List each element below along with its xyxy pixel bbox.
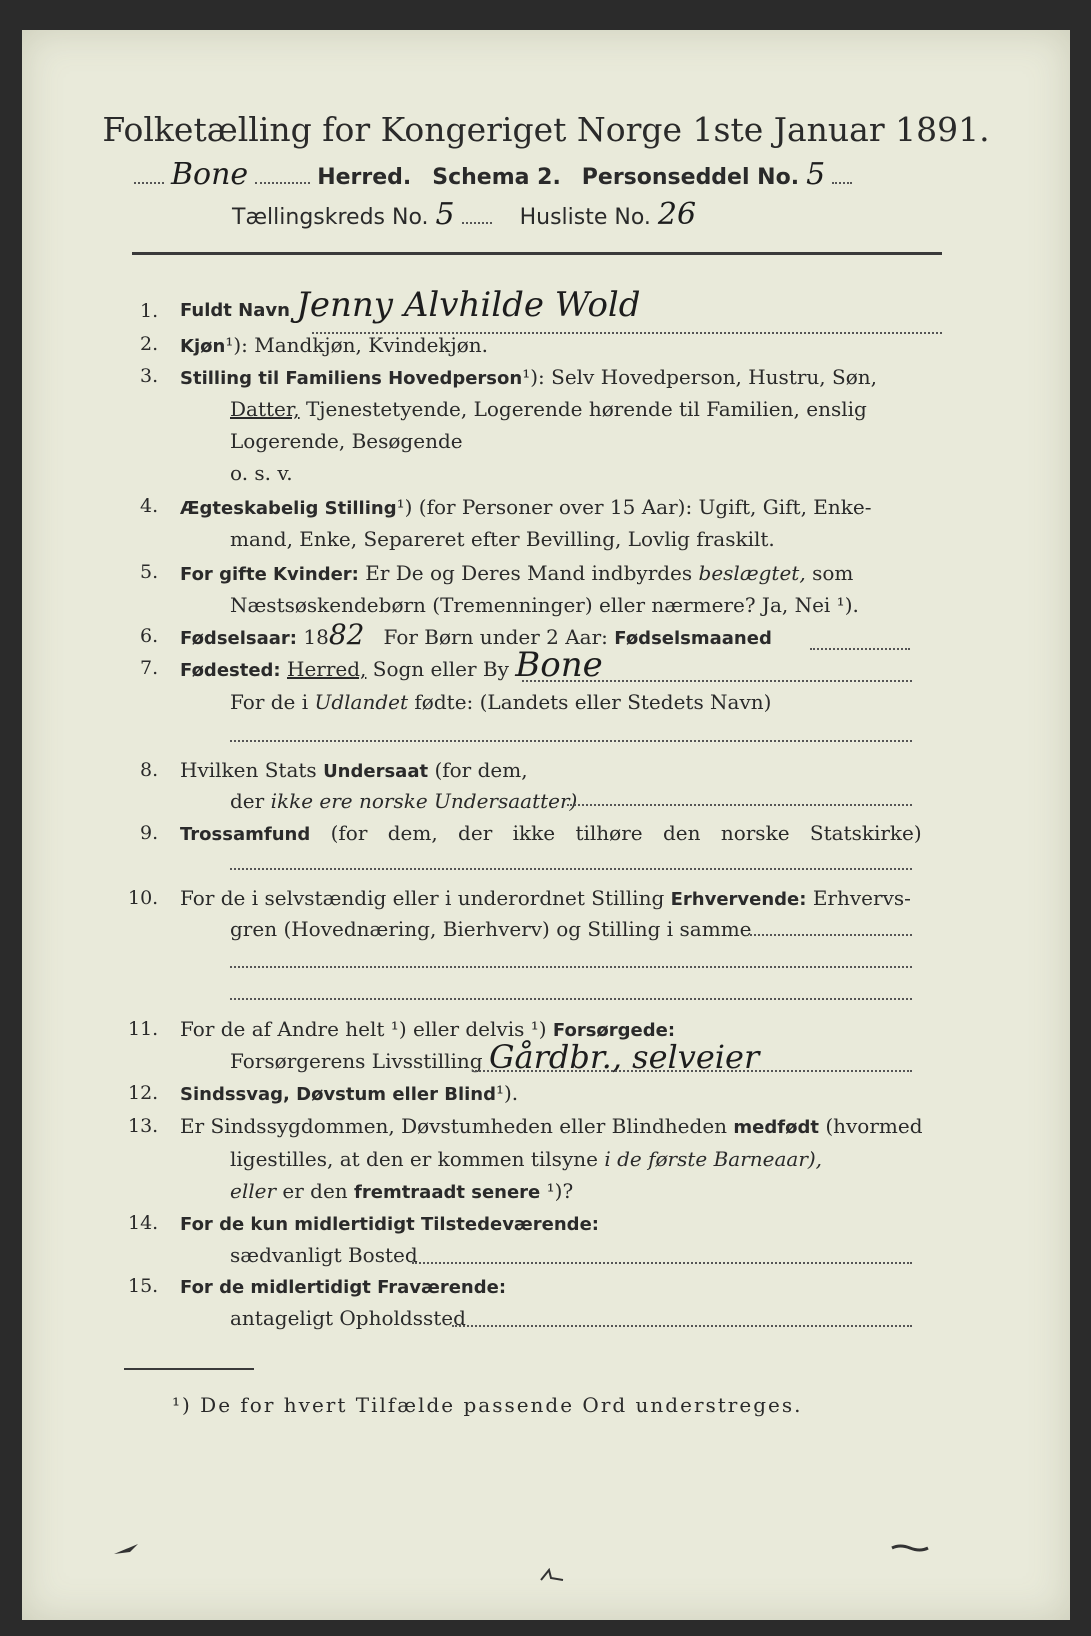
footnote: ¹) De for hvert Tilfælde passende Ord understreges.	[172, 1393, 803, 1417]
q2-row	[180, 332, 488, 360]
q13-text-3a: eller	[230, 1179, 277, 1203]
q10-row-1	[180, 885, 911, 913]
q11-text-2: Forsørgerens Livsstilling	[230, 1049, 483, 1073]
husliste-handwritten: 26	[657, 197, 697, 232]
q11-fill-line	[472, 1070, 912, 1072]
q3-text-2: Tjenestetyende, Logerende hørende til Familien, enslig	[305, 397, 867, 421]
q13-label: medfødt	[733, 1117, 819, 1138]
q9-label: Trossamfund	[180, 824, 311, 845]
q4-row-1	[180, 494, 872, 522]
q14-number: 14.	[128, 1212, 159, 1234]
q8-text-2a: der	[230, 789, 265, 813]
q1-row	[180, 285, 641, 325]
q14-text: sædvanligt Bosted	[230, 1243, 418, 1267]
q4-label: Ægteskabelig Stilling	[180, 498, 397, 519]
q3-number: 3.	[140, 365, 159, 387]
q15-text: antageligt Opholdssted	[230, 1306, 466, 1330]
q13-text-1a: Er Sindssygdommen, Døvstumheden eller Blindheden	[180, 1114, 728, 1138]
herred-label: Herred.	[317, 165, 412, 190]
q5-text-1c: som	[812, 561, 854, 585]
q7-text-2c: fødte: (Landets eller Stedets Navn)	[414, 690, 772, 714]
q5-text-1a: Er De og Deres Mand indbyrdes	[365, 561, 693, 585]
q5-number: 5.	[140, 561, 159, 583]
form-title: Folketælling for Kongeriget Norge 1ste Januar 1891.	[102, 110, 990, 149]
header-divider	[132, 252, 942, 255]
q12-row	[180, 1080, 518, 1108]
q12-text: ¹).	[495, 1081, 519, 1105]
q7-fill-line	[522, 680, 912, 682]
q13-text-1b: (hvormed	[825, 1114, 923, 1138]
q8-number: 8.	[140, 759, 159, 781]
personseddel-handwritten: 5	[806, 157, 826, 192]
q7-herred-underlined: Herred,	[287, 657, 367, 681]
q7-row-2	[230, 689, 771, 715]
q7-fill-line-2	[230, 740, 912, 742]
q15-number: 15.	[128, 1275, 159, 1297]
husliste-label: Husliste No.	[519, 205, 651, 230]
q10-fill-line-1	[750, 934, 912, 936]
q3-row-1	[180, 364, 877, 392]
kreds-line	[232, 197, 697, 232]
herred-handwritten: Bone	[171, 157, 249, 192]
corner-mark-right	[890, 1542, 930, 1554]
q6-label-2: Fødselsmaaned	[614, 628, 772, 649]
corner-mark-center	[537, 1568, 567, 1582]
q10-text-1b: Erhvervs-	[812, 886, 911, 910]
q8-label: Undersaat	[323, 761, 429, 782]
q8-text-1b: (for dem,	[434, 758, 528, 782]
q13-row-2	[230, 1146, 822, 1172]
q12-label: Sindssvag, Døvstum eller Blind	[180, 1084, 496, 1105]
q7-number: 7.	[140, 657, 159, 679]
q11-text-1: For de af Andre helt ¹) eller delvis ¹)	[180, 1017, 547, 1041]
q7-text-2b: Udlandet	[314, 690, 409, 714]
q4-text-1: ¹) (for Personer over 15 Aar): Ugift, Gift, Enke-	[396, 495, 872, 519]
q2-number: 2.	[140, 333, 159, 355]
q10-text-1a: For de i selvstændig eller i underordnet Stilling	[180, 886, 665, 910]
q4-text-2: mand, Enke, Separeret efter Bevilling, Lovlig fraskilt.	[230, 527, 775, 551]
q5-text-2: Næstsøskendebørn (Tremenninger) eller nærmere? Ja, Nei ¹).	[230, 593, 859, 617]
q11-number: 11.	[128, 1018, 159, 1040]
q7-label: Fødested:	[180, 660, 281, 681]
q12-number: 12.	[128, 1082, 159, 1104]
q13-text-2b: i de første Barneaar),	[604, 1147, 823, 1171]
q10-number: 10.	[128, 887, 159, 909]
q3-label: Stilling til Familiens Hovedperson	[180, 368, 523, 389]
q14-label: For de kun midlertidigt Tilstedeværende:	[180, 1214, 599, 1235]
q8-text-2b: ikke ere norske Undersaatter)	[270, 789, 578, 813]
q9-text: (for dem, der ikke tilhøre den norske Statskirke)	[330, 821, 922, 845]
q10-fill-line-2	[230, 966, 912, 968]
kreds-label: Tællingskreds No.	[232, 205, 429, 230]
q5-text-1b: beslægtet,	[698, 561, 806, 585]
q6-handwritten-year: 82	[328, 618, 365, 651]
herred-line	[134, 157, 852, 192]
q15-label: For de midlertidigt Fraværende:	[180, 1277, 507, 1298]
q14-fill-line	[412, 1262, 912, 1264]
census-form-page	[22, 30, 1070, 1620]
q5-label: For gifte Kvinder:	[180, 564, 359, 585]
q6-row	[180, 618, 772, 652]
q7-text: Sogn eller By	[372, 657, 509, 681]
q3-row-2	[230, 396, 867, 422]
q10-fill-line-3	[230, 998, 912, 1000]
q8-row-1	[180, 757, 528, 785]
q10-text-2: gren (Hovednæring, Bierhverv) og Stilling i samme	[230, 917, 752, 941]
corner-mark-left	[112, 1542, 142, 1556]
q15-fill-line	[452, 1325, 912, 1327]
q3-text-4: o. s. v.	[230, 461, 293, 485]
q9-fill-line	[230, 868, 912, 870]
q13-text-3b: er den	[282, 1179, 348, 1203]
kreds-handwritten: 5	[435, 197, 455, 232]
q6-century: 18	[303, 625, 329, 649]
q8-fill-line	[567, 804, 912, 806]
q1-handwritten-name: Jenny Alvhilde Wold	[296, 285, 641, 325]
q6-text: For Børn under 2 Aar:	[383, 625, 608, 649]
q8-text-1a: Hvilken Stats	[180, 758, 317, 782]
q9-number: 9.	[140, 822, 159, 844]
personseddel-label: Personseddel No.	[581, 165, 800, 190]
q1-label: Fuldt Navn	[180, 300, 290, 321]
q2-label: Kjøn	[180, 336, 226, 357]
q3-datter-underlined: Datter,	[230, 397, 300, 421]
q13-number: 13.	[128, 1115, 159, 1137]
q9-row	[180, 820, 922, 848]
q6-label: Fødselsaar:	[180, 628, 297, 649]
footnote-divider	[124, 1368, 254, 1370]
q11-handwritten-occupation: Gårdbr., selveier	[488, 1038, 760, 1076]
q15-row-1	[180, 1273, 506, 1301]
q14-row-1	[180, 1210, 599, 1238]
q13-row-1	[180, 1113, 923, 1141]
q1-number: 1.	[140, 300, 159, 322]
q7-text-2a: For de i	[230, 690, 309, 714]
q13-label-2: fremtraadt senere	[354, 1182, 541, 1203]
q4-number: 4.	[140, 495, 159, 517]
q10-label: Erhvervende:	[670, 889, 807, 910]
q2-text: ¹): Mandkjøn, Kvindekjøn.	[225, 333, 489, 357]
q3-text-1: ¹): Selv Hovedperson, Hustru, Søn,	[522, 365, 877, 389]
q6-number: 6.	[140, 625, 159, 647]
q13-text-3c: ¹)?	[546, 1179, 574, 1203]
q11-label: Forsørgede:	[552, 1020, 676, 1041]
q5-row-1	[180, 560, 853, 588]
q13-row-3	[230, 1178, 573, 1206]
q7-handwritten-place: Bone	[515, 645, 603, 685]
q6-fill-line	[810, 648, 910, 650]
q8-row-2	[230, 788, 577, 814]
q13-text-2a: ligestilles, at den er kommen tilsyne	[230, 1147, 598, 1171]
schema-label: Schema 2.	[432, 165, 561, 190]
q3-text-3: Logerende, Besøgende	[230, 429, 463, 453]
